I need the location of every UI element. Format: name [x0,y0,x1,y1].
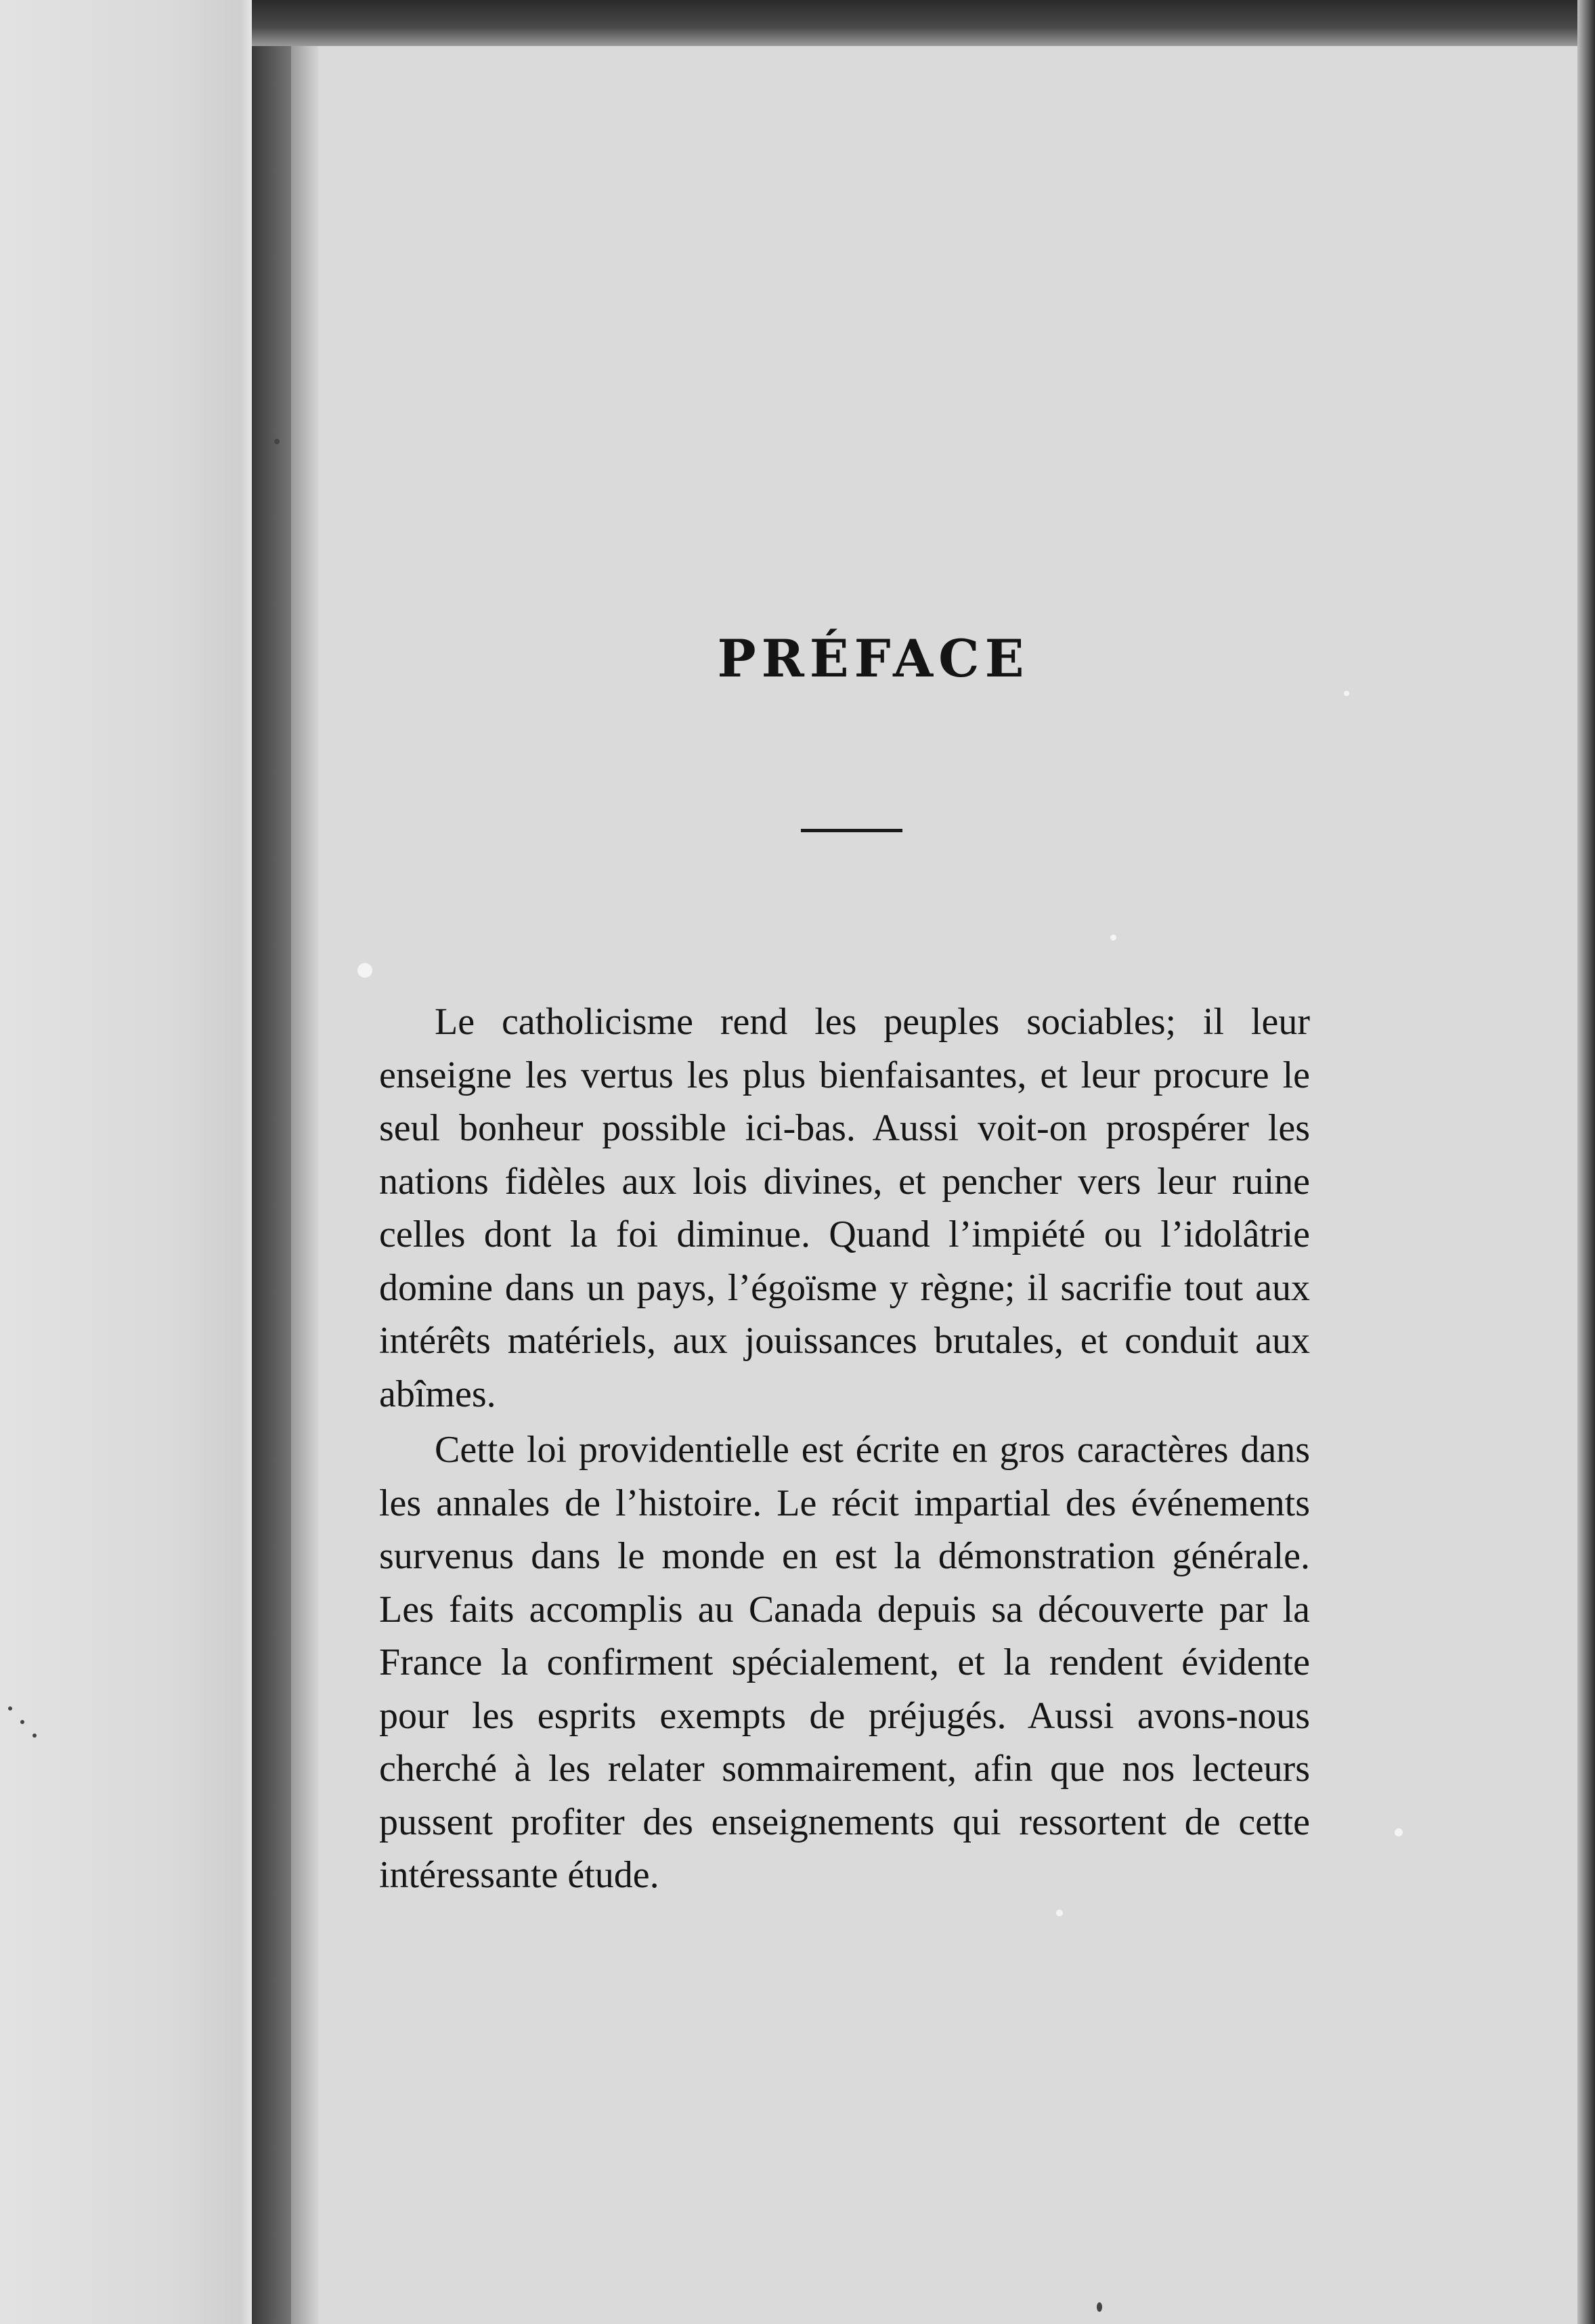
left-page-blank [0,0,240,2324]
paragraph: Le catholicisme rend les peuples sociables; il leur enseigne les vertus les plus bienfaisantes, et leur procure le seul bonheur possible ici-bas. Aussi voit-on prospérer les nations fidèles aux lois divines, et pencher vers leur ruine celles dont la foi diminue. Quand l’impiété ou l’idolâtrie domine dans un pays, l’égoïsme y règne; il sacrifie tout aux intérêts matériels, aux jouissances brutales, et conduit aux abîmes. [379,1001,1310,1415]
page-title: PRÉFACE [717,628,1030,689]
paragraph: Cette loi providentielle est écrite en gros caractères dans les annales de l’histoire. Le récit impartial des événements survenus dans le monde en est la démonstration générale. Les faits accomplis au Canada depuis sa découverte par la France la confirment spécialement, et la rendent évidente pour les esprits exempts de préjugés. Aussi avons-nous cherché à les relater sommairement, afin que nos lecteurs pussent profiter des enseignements qui ressortent de cette intéressante étude. [379,1429,1310,1896]
title-divider [801,829,902,832]
dust-speck [1056,1910,1063,1916]
dust-speck [8,1706,12,1710]
dust-speck [274,439,280,444]
dust-speck [1110,934,1116,941]
right-scan-border [1577,0,1595,2324]
gutter-shadow [291,41,318,2324]
dust-speck [32,1734,37,1738]
dust-speck [20,1720,24,1724]
top-scan-border [252,0,1595,46]
dust-speck [1097,2302,1102,2312]
left-page-edge [240,0,253,2324]
dust-speck [1395,1828,1403,1836]
preface-body [379,995,1310,1902]
book-gutter [252,41,292,2324]
dust-speck [357,963,372,978]
dust-speck [1344,691,1349,696]
